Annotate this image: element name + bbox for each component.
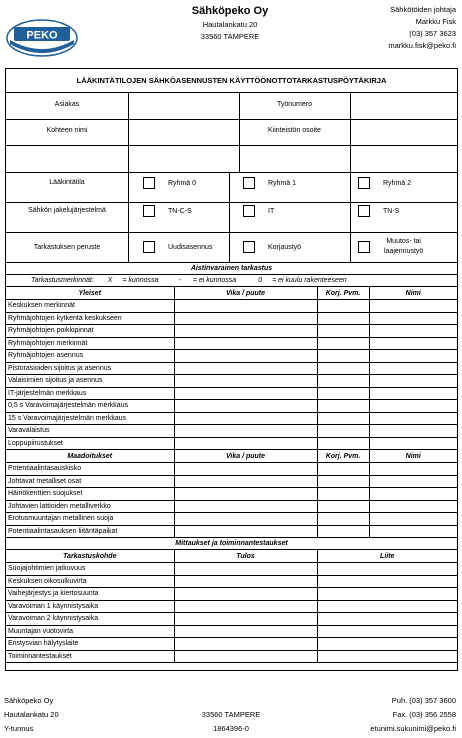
col-tarkastuskohde: Tarkastuskohde [6,550,174,563]
input-cell[interactable] [317,500,369,513]
korjaustyo-label: Korjaustyö [268,244,302,251]
input-cell[interactable] [317,575,457,588]
input-cell[interactable] [369,337,457,350]
asiakas-field[interactable] [134,96,234,116]
item-label: 15 s Varavoimajärjestelmän merkkaus [6,412,174,425]
item-label: Valaisimien sijoitus ja asennus [6,375,174,388]
table-row [6,488,457,501]
footer-email[interactable]: etunimi.sukunimi@peko.fi [370,724,456,733]
divider [350,233,351,262]
input-cell[interactable] [317,513,369,526]
label-peruste: Tarkastuksen peruste [33,244,101,251]
table-row [6,362,457,375]
input-cell[interactable] [317,375,369,388]
ryhma2-label: Ryhmä 2 [383,180,412,187]
table-row [6,513,457,526]
peruste-row [6,233,457,263]
header-email[interactable]: markku.fisk@peko.fi [388,41,456,50]
input-cell[interactable] [317,425,369,438]
input-cell[interactable] [369,325,457,338]
peko-logo [6,18,78,58]
input-cell[interactable] [174,563,317,576]
input-cell[interactable] [317,525,369,538]
table-row [6,525,457,538]
input-cell[interactable] [174,588,317,601]
table-row [6,337,457,350]
table-row [6,563,457,576]
input-cell[interactable] [317,387,369,400]
item-label: Suojajohtimien jatkuvuus [6,563,174,576]
input-cell[interactable] [317,412,369,425]
col-vika: Vika / puute [174,287,317,300]
item-label: IT-järjestelmän merkkaus [6,387,174,400]
header-role: Sähkötöiden johtaja [390,5,456,14]
footer-ytunnus-value: 1864396-0 [213,724,249,733]
header-contact-block [388,4,456,52]
item-label: Eristysvian hälytyslaite [6,638,174,651]
input-cell[interactable] [174,325,317,338]
input-cell[interactable] [174,463,317,476]
item-label: Vaihejärjestys ja kiertosuunta [6,588,174,601]
divider [229,172,230,232]
item-label: Ryhmäjohtojen merkinnät [6,337,174,350]
it-label: IT [268,208,275,215]
input-cell[interactable] [174,300,317,313]
logo-text: PEKO [26,29,58,42]
label-jakelujarjestelma: Sähkön jakelujärjestelmä [28,207,106,214]
table-row [6,437,457,450]
label-asiakas: Asiakas [54,101,80,108]
table-header-row [6,450,457,463]
table-row [6,588,457,601]
divider [6,119,457,120]
label-laakintatila: Lääkintätila [49,179,85,186]
input-cell[interactable] [317,600,457,613]
input-cell[interactable] [317,475,369,488]
divider [350,93,351,172]
item-label: Muuntajan vuotovirta [6,625,174,638]
input-cell[interactable] [174,600,317,613]
input-cell[interactable] [317,312,369,325]
input-cell[interactable] [369,387,457,400]
header-company-block [150,4,310,43]
header-postal: 33560 TAMPERE [200,32,260,41]
table-row [6,312,457,325]
input-cell[interactable] [317,350,369,363]
input-cell[interactable] [369,425,457,438]
item-label: Varavoiman 1 käynnistysaika [6,600,174,613]
input-cell[interactable] [369,513,457,526]
tncs-label: TN-C-S [168,208,192,215]
item-label: Ryhmäjohtojen poikkipinnat [6,325,174,338]
label-kohteen-nimi: Kohteen nimi [46,127,88,134]
legend-dash-text: = ei kunnossa [192,277,237,284]
item-label: Potentiaalintasauskisko [6,463,174,476]
tyonumero-field[interactable] [356,96,452,116]
input-cell[interactable] [369,488,457,501]
item-label: Potentiaalintasauksen liitäntäpaikat [6,525,174,538]
input-cell[interactable] [317,400,369,413]
header-address: Hautalankatu 20 [202,20,258,29]
col-nimi: Nimi [369,450,457,463]
input-cell[interactable] [174,375,317,388]
input-cell[interactable] [317,362,369,375]
divider [128,233,129,262]
input-cell[interactable] [317,650,457,663]
input-cell[interactable] [317,563,457,576]
legend-o-text: = ei kuulu rakenteeseen [272,277,347,284]
input-cell[interactable] [174,437,317,450]
legend-x-text: = kunnossa [122,277,159,284]
input-cell[interactable] [317,437,369,450]
col-maadoitukset: Maadoitukset [6,450,174,463]
footer-address: Hautalankatu 20 [4,710,59,719]
input-cell[interactable] [174,575,317,588]
divider [6,172,457,173]
it-checkbox[interactable] [243,205,255,217]
ryhma1-label: Ryhmä 1 [268,180,297,187]
input-cell[interactable] [369,525,457,538]
input-cell[interactable] [174,625,317,638]
divider [229,233,230,262]
muutostyo-checkbox[interactable] [358,241,370,253]
input-cell[interactable] [369,500,457,513]
input-cell[interactable] [317,325,369,338]
table-row [6,387,457,400]
inspection-form [5,68,458,671]
input-cell[interactable] [317,625,457,638]
input-cell[interactable] [369,375,457,388]
divider [6,145,457,146]
item-label: Keskuksen merkinnät [6,300,174,313]
input-cell[interactable] [174,337,317,350]
input-cell[interactable] [317,488,369,501]
input-cell[interactable] [174,412,317,425]
table-row [6,500,457,513]
muutostyo-label-line1: Muutos- tai [386,238,421,245]
input-cell[interactable] [174,350,317,363]
table-row [6,325,457,338]
input-cell[interactable] [317,613,457,626]
footer-ytunnus-label: Y-tunnus [4,724,34,733]
kohteen-nimi-field[interactable] [134,122,234,142]
yleiset-table [6,287,457,450]
muutostyo-label-line2: laajennustyö [384,248,424,255]
header-phone: (03) 357 3623 [409,29,456,38]
input-cell[interactable] [369,463,457,476]
input-cell[interactable] [174,513,317,526]
table-row [6,613,457,626]
table-row [6,650,457,663]
input-cell[interactable] [369,412,457,425]
input-cell[interactable] [369,437,457,450]
input-cell[interactable] [174,638,317,651]
footer-right [370,694,456,736]
item-label: Häiriökenttien suojukset [6,488,174,501]
table-row [6,300,457,313]
input-cell[interactable] [174,613,317,626]
ryhma0-label: Ryhmä 0 [168,180,197,187]
col-tulos: Tulos [174,550,317,563]
ryhma2-checkbox[interactable] [358,177,370,189]
table-header-row [6,550,457,563]
footer-postal: 33560 TAMPERE [201,710,261,719]
item-label: Varavoiman 2 käynnistysaika [6,613,174,626]
table-row [6,400,457,413]
item-label: Erotusmuuntajan metallinen suoja [6,513,174,526]
input-cell[interactable] [174,387,317,400]
ryhma1-checkbox[interactable] [243,177,255,189]
legend-x: X [107,277,113,284]
korjaustyo-checkbox[interactable] [243,241,255,253]
table-row [6,600,457,613]
input-cell[interactable] [174,312,317,325]
table-row [6,425,457,438]
table-row [6,350,457,363]
legend-o: 0 [258,277,263,284]
col-nimi: Nimi [369,287,457,300]
item-label: Pistorasioiden sijoitus ja asennus [6,362,174,375]
item-label: Keskuksen oikosulkuvirta [6,575,174,588]
input-cell[interactable] [174,425,317,438]
input-cell[interactable] [317,463,369,476]
footer-phone: Puh. (03) 357 3600 [391,696,456,705]
input-cell[interactable] [369,312,457,325]
header-contact-name: Markku Fisk [415,17,456,26]
mittaukset-table [6,550,457,663]
divider [6,202,457,203]
input-cell[interactable] [174,525,317,538]
footer-company: Sähköpeko Oy [4,696,54,705]
footer-middle [197,708,265,736]
item-label: 0,5 s Varavoimajärjestelmän merkkaus [6,400,174,413]
table-row [6,375,457,388]
input-cell[interactable] [174,500,317,513]
input-cell[interactable] [317,300,369,313]
table-row [6,475,457,488]
footer-left [4,694,59,736]
divider [128,93,129,232]
divider [350,172,351,232]
col-liite: Liite [317,550,457,563]
input-cell[interactable] [317,337,369,350]
form-title: LÄÄKINTÄTILOJEN SÄHKÖASENNUSTEN KÄYTTÖÖNOTTOTARKASTUSPÖYTÄKIRJA [6,69,457,93]
input-cell[interactable] [317,638,457,651]
uudisasennus-checkbox[interactable] [143,241,155,253]
info-grid [6,93,457,233]
section-mittaukset: Mittaukset ja toiminnantestaukset [6,538,457,550]
col-yleiset: Yleiset [6,287,174,300]
col-vika: Vika / puute [174,450,317,463]
ryhma0-checkbox[interactable] [143,177,155,189]
col-korj: Korj. Pvm. [317,450,369,463]
tns-checkbox[interactable] [358,205,370,217]
table-row [6,638,457,651]
table-row [6,412,457,425]
item-label: Loppupiirustukset [6,437,174,450]
table-row [6,625,457,638]
item-label: Ryhmäjohtojen asennus [6,350,174,363]
table-row [6,463,457,476]
label-tyonumero: Työnumero [276,101,313,108]
table-header-row [6,287,457,300]
col-korj: Korj. Pvm. [317,287,369,300]
table-row [6,575,457,588]
uudisasennus-label: Uudisasennus [168,244,213,251]
muutostyo-label [384,237,423,257]
input-cell[interactable] [174,362,317,375]
item-label: Johtavien lattioiden metalliverkko [6,500,174,513]
item-label: Ryhmäjohtojen kytkentä keskukseen [6,312,174,325]
input-cell[interactable] [317,588,457,601]
input-cell[interactable] [369,362,457,375]
input-cell[interactable] [174,650,317,663]
section-aistinvarainen: Aistinvarainen tarkastus [6,263,457,275]
tncs-checkbox[interactable] [143,205,155,217]
input-cell[interactable] [174,488,317,501]
input-cell[interactable] [174,475,317,488]
input-cell[interactable] [369,350,457,363]
input-cell[interactable] [174,400,317,413]
header-company: Sähköpeko Oy [191,5,269,17]
maadoitukset-table [6,450,457,538]
item-label: Toiminnantestaukset [6,650,174,663]
input-cell[interactable] [369,475,457,488]
legend-dash: - [178,277,181,284]
input-cell[interactable] [369,400,457,413]
legend-row [6,275,457,287]
tns-label: TN-S [383,208,400,215]
legend-title: Tarkastusmerkinnät: [31,277,94,284]
footer-fax: Fax. (03) 356 2558 [392,710,456,719]
label-kiinteiston-osoite: Kiinteistön osoite [268,127,321,134]
input-cell[interactable] [369,300,457,313]
item-label: Johtavat metalliset osat [6,475,174,488]
item-label: Varavalaistus [6,425,174,438]
kiinteiston-osoite-field[interactable] [356,122,452,142]
